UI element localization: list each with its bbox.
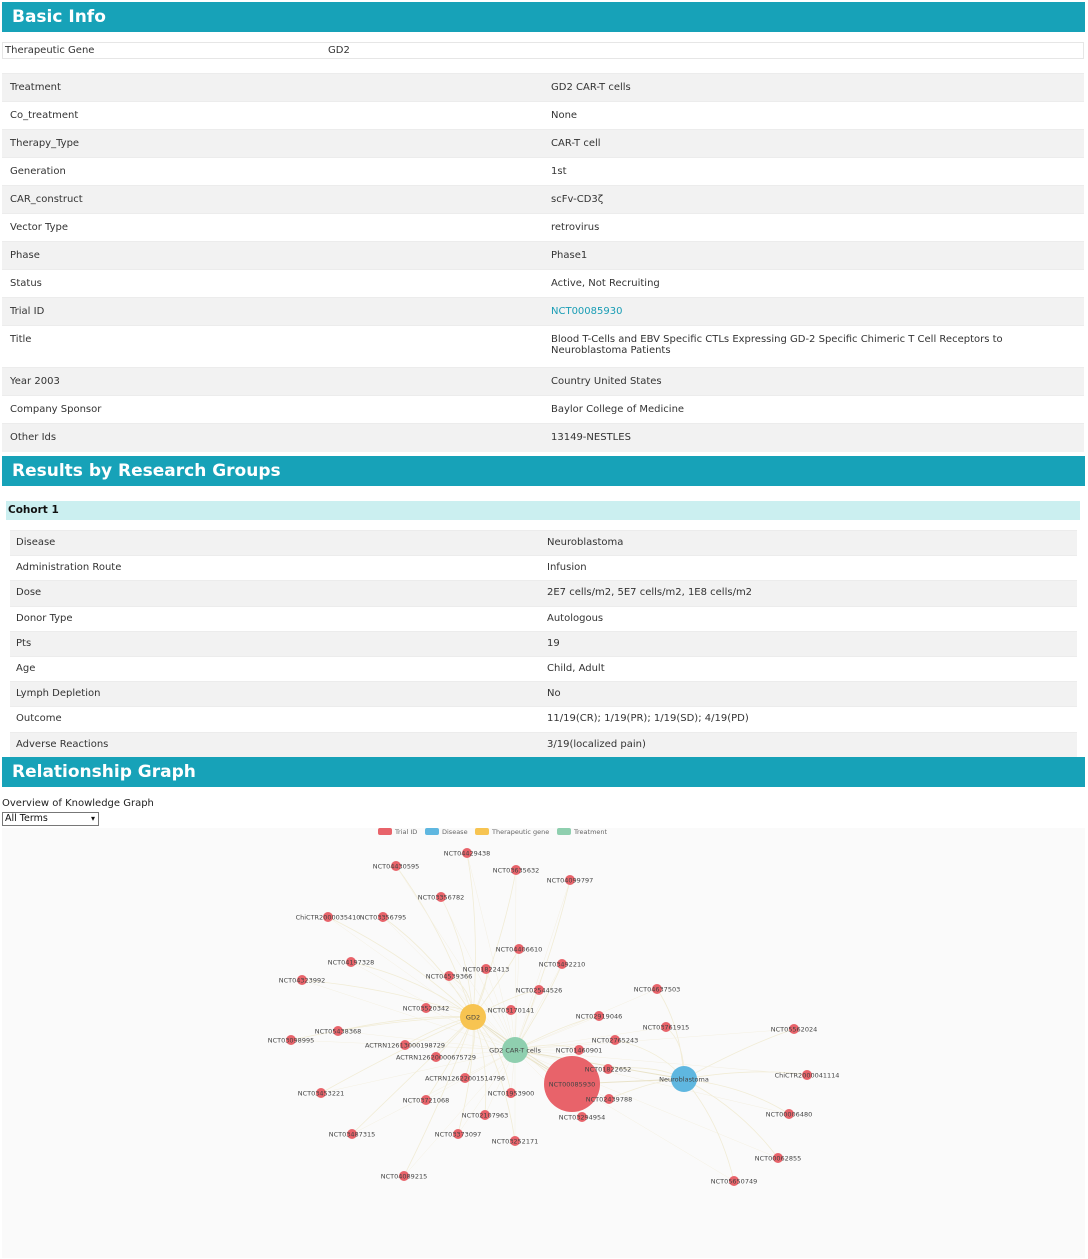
basic-label: Phase <box>2 242 545 270</box>
trial-node-label: NCT03635632 <box>492 866 540 875</box>
legend-swatch-trial[interactable] <box>378 828 392 835</box>
graph-legend <box>378 828 608 836</box>
trial-node-label: NCT02439788 <box>585 1095 633 1104</box>
cohort-value: 2E7 cells/m2, 5E7 cells/m2, 1E8 cells/m2 <box>543 581 1077 606</box>
trial-node-label: ACTRN12620000675729 <box>395 1053 477 1062</box>
hub-node-label-gd2: GD2 <box>465 1013 481 1022</box>
cohort-row <box>10 581 1077 606</box>
cohort-label: Donor Type <box>10 606 543 631</box>
trial-node-label: NCT03252171 <box>491 1137 539 1146</box>
basic-row <box>2 424 1084 452</box>
basic-row <box>2 242 1084 270</box>
basic-row <box>2 130 1084 158</box>
basic-row <box>2 102 1084 130</box>
overview-label: Overview of Knowledge Graph <box>2 798 154 809</box>
basic-label: Title <box>2 326 545 368</box>
cohort-value: 19 <box>543 631 1077 656</box>
trial-node-label: ACTRN12613000198729 <box>364 1041 446 1050</box>
trial-node-label: NCT05438368 <box>314 1027 362 1036</box>
basic-label: Other Ids <box>2 424 545 452</box>
basic-value: Country United States <box>545 368 1084 396</box>
trial-node-label: NCT03761915 <box>642 1023 690 1032</box>
basic-label: Year 2003 <box>2 368 545 396</box>
cohort-label: Disease <box>10 531 543 556</box>
basic-row <box>2 326 1084 368</box>
cohort-value: Autologous <box>543 606 1077 631</box>
basic-label: Company Sponsor <box>2 396 545 424</box>
legend-label-trial: Trial ID <box>395 828 418 836</box>
trial-node-label: NCT04089215 <box>380 1172 428 1181</box>
trial-node-label: NCT02107963 <box>461 1111 509 1120</box>
graph-edge <box>684 1079 789 1114</box>
graph-edge <box>684 1079 734 1181</box>
cohort-value: 11/19(CR); 1/19(PR); 1/19(SD); 4/19(PD) <box>543 707 1077 732</box>
basic-row <box>2 186 1084 214</box>
trial-node-label: NCT03098995 <box>267 1036 315 1045</box>
basic-label: Trial ID <box>2 298 545 326</box>
basic-label: Status <box>2 270 545 298</box>
relationship-graph-header: Relationship Graph <box>2 757 1085 787</box>
basic-label: Treatment <box>2 74 545 102</box>
chevron-down-icon: ▾ <box>90 814 95 823</box>
basic-value: None <box>545 102 1084 130</box>
cohort-row <box>10 631 1077 656</box>
cohort-row <box>10 682 1077 707</box>
basic-value: 13149-NESTLES <box>545 424 1084 452</box>
cohort-value: 3/19(localized pain) <box>543 732 1077 757</box>
cohort-label: Lymph Depletion <box>10 682 543 707</box>
trial-node-label: NCT04539366 <box>425 972 473 981</box>
trial-node-label: NCT00062855 <box>754 1154 802 1163</box>
trial-node-label: NCT03294954 <box>558 1113 606 1122</box>
basic-label: Co_treatment <box>2 102 545 130</box>
legend-swatch-disease[interactable] <box>425 828 439 835</box>
trial-node-label: NCT04429438 <box>443 849 491 858</box>
trial-node-label: NCT02765243 <box>591 1036 639 1045</box>
trial-node-label: NCT04323992 <box>278 976 326 985</box>
cohort-table <box>10 530 1077 757</box>
basic-value: retrovirus <box>545 214 1084 242</box>
cohort-row <box>10 606 1077 631</box>
knowledge-graph-area[interactable] <box>2 828 1085 1258</box>
trial-node-label: ChiCTR2000041114 <box>774 1071 840 1080</box>
basic-label: Generation <box>2 158 545 186</box>
legend-swatch-gene[interactable] <box>475 828 489 835</box>
therapeutic-gene-label: Therapeutic Gene <box>5 45 95 56</box>
basic-value: scFv-CD3ζ <box>545 186 1084 214</box>
trial-node-label: NCT03356795 <box>359 913 407 922</box>
trial-node-label: NCT04099797 <box>546 876 594 885</box>
basic-row <box>2 396 1084 424</box>
trial-node-label: NCT03487315 <box>328 1130 376 1139</box>
legend-label-gene: Therapeutic gene <box>492 828 550 836</box>
graph-labels <box>268 850 840 1186</box>
cohort-row <box>10 656 1077 681</box>
graph-edge <box>684 1079 778 1158</box>
basic-value <box>545 298 1084 326</box>
trial-node-label: ChiCTR2000035410 <box>295 913 361 922</box>
term-filter-value: All Terms <box>5 813 48 824</box>
cohort-title: Cohort 1 <box>6 501 1080 520</box>
cohort-value: Infusion <box>543 556 1077 581</box>
cohort-value: No <box>543 682 1077 707</box>
basic-value: GD2 CAR-T cells <box>545 74 1084 102</box>
basic-row <box>2 270 1084 298</box>
legend-label-disease: Disease <box>442 828 468 836</box>
basic-value: Blood T-Cells and EBV Specific CTLs Expressing GD-2 Specific Chimeric T Cell Receptors to Neuroblastoma Patients <box>545 326 1084 368</box>
trial-node-label: NCT03520342 <box>402 1004 450 1013</box>
cohort-label: Dose <box>10 581 543 606</box>
basic-row <box>2 74 1084 102</box>
basic-row <box>2 298 1084 326</box>
results-header: Results by Research Groups <box>2 456 1085 486</box>
trial-node-label: NCT03356782 <box>417 893 465 902</box>
cohort-row <box>10 707 1077 732</box>
trial-node-label: NCT04637503 <box>633 985 681 994</box>
trial-node-label: NCT01953900 <box>487 1089 535 1098</box>
cohort-label: Age <box>10 656 543 681</box>
basic-info-table <box>2 73 1084 452</box>
term-filter-select[interactable] <box>2 812 99 826</box>
trial-node-label: NCT04430595 <box>372 862 420 871</box>
cohort-value: Child, Adult <box>543 656 1077 681</box>
basic-label: CAR_construct <box>2 186 545 214</box>
basic-row <box>2 368 1084 396</box>
cohort-row <box>10 556 1077 581</box>
trial-id-link[interactable]: NCT00085930 <box>551 306 623 317</box>
trial-node-label: NCT03492210 <box>538 960 586 969</box>
basic-label: Therapy_Type <box>2 130 545 158</box>
trial-node-label: NCT04197328 <box>327 958 375 967</box>
hub-node-label-cart: GD2 CAR-T cells <box>489 1046 541 1055</box>
basic-value: Baylor College of Medicine <box>545 396 1084 424</box>
legend-label-treatment: Treatment <box>574 828 608 836</box>
trial-node-label: NCT02919046 <box>575 1012 623 1021</box>
trial-node-label: NCT01822652 <box>584 1065 632 1074</box>
trial-node-label: NCT03721068 <box>402 1096 450 1105</box>
basic-value: Phase1 <box>545 242 1084 270</box>
trial-node-label: NCT02544526 <box>515 986 563 995</box>
basic-label: Vector Type <box>2 214 545 242</box>
cohort-row <box>10 531 1077 556</box>
cohort-label: Pts <box>10 631 543 656</box>
trial-node-label: NCT01822413 <box>462 965 510 974</box>
trial-node-label: ACTRN12622001514796 <box>424 1074 506 1083</box>
cohort-value: Neuroblastoma <box>543 531 1077 556</box>
hub-node-label-neuro: Neuroblastoma <box>659 1075 709 1084</box>
basic-row <box>2 214 1084 242</box>
hub-node-label-main: NCT00085930 <box>548 1080 596 1089</box>
trial-node-label: NCT00006480 <box>765 1110 813 1119</box>
trial-node-label: NCT03373097 <box>434 1130 482 1139</box>
graph-edge <box>383 917 515 1050</box>
cohort-label: Administration Route <box>10 556 543 581</box>
trial-node-label: NCT01460901 <box>555 1046 603 1055</box>
knowledge-graph[interactable] <box>2 828 1085 1258</box>
basic-value: CAR-T cell <box>545 130 1084 158</box>
cohort-label: Adverse Reactions <box>10 732 543 757</box>
trial-node-label: NCT05562024 <box>770 1025 818 1034</box>
trial-node-label: NCT04406610 <box>495 945 543 954</box>
legend-swatch-treatment[interactable] <box>557 828 571 835</box>
basic-row <box>2 158 1084 186</box>
graph-edge <box>467 853 475 1017</box>
basic-value: Active, Not Recruiting <box>545 270 1084 298</box>
trial-node-label: NCT03453221 <box>297 1089 345 1098</box>
therapeutic-gene-value: GD2 <box>328 45 350 56</box>
basic-info-header: Basic Info <box>2 2 1085 32</box>
trial-node-label: NCT05650749 <box>710 1177 758 1186</box>
trial-node-label: NCT03170141 <box>487 1006 535 1015</box>
basic-value: 1st <box>545 158 1084 186</box>
cohort-row <box>10 732 1077 757</box>
therapeutic-gene-row <box>2 42 1084 59</box>
cohort-label: Outcome <box>10 707 543 732</box>
